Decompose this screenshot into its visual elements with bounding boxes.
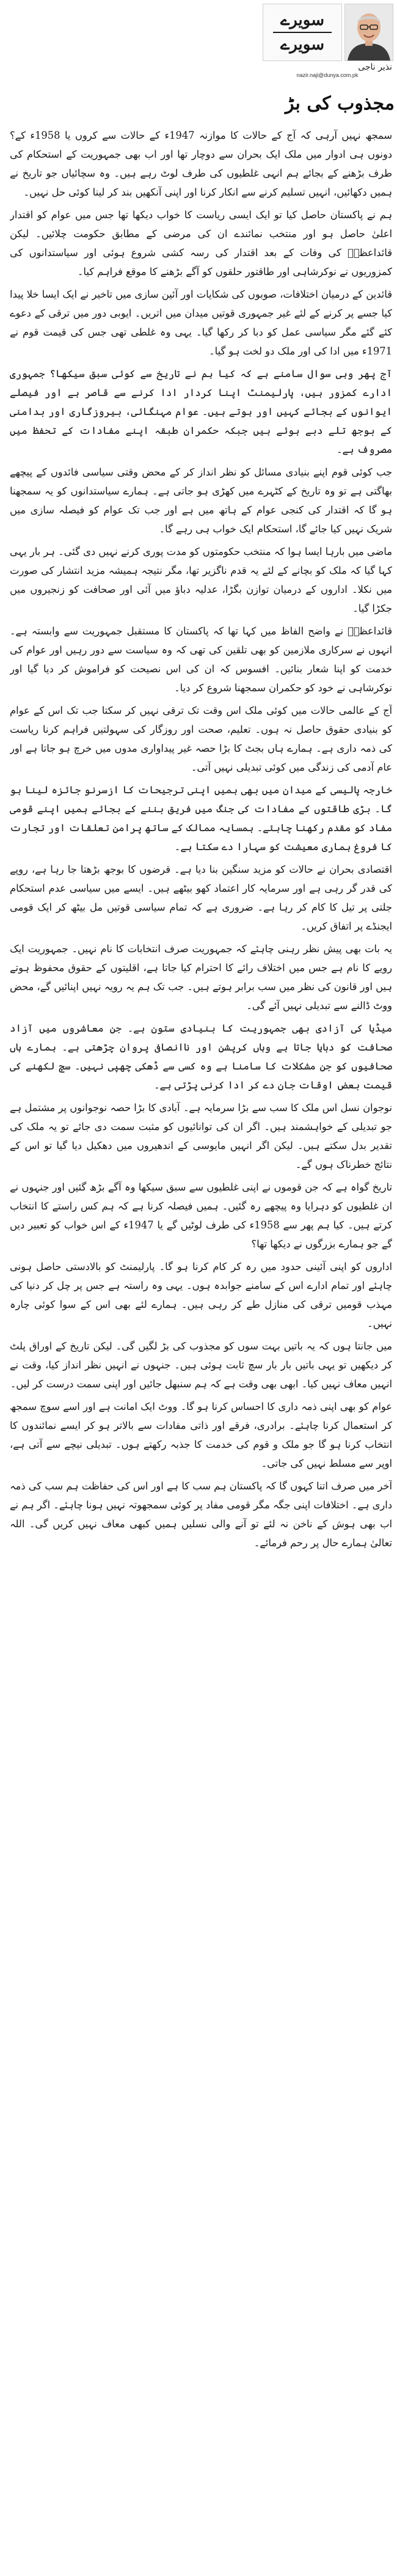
- column-logo: [263, 4, 342, 61]
- article-paragraph: اداروں کو اپنی آئینی حدود میں رہ کر کام کرنا ہو گا۔ پارلیمنٹ کو بالادستی حاصل ہونی چاہئے اور تمام ادارے اس کے سامنے جوابدہ ہوں۔ یہی وہ راستہ ہے جس پر چل کر دنیا کی مہذب قومیں ترقی کی منازل طے کر رہی ہیں۔ ہمارے لئے بھی اس کے سوا کوئی چارہ نہیں۔: [10, 1261, 392, 1329]
- article-paragraph: آج کے عالمی حالات میں کوئی ملک اس وقت تک ترقی نہیں کر سکتا جب تک اس کے عوام کو بنیادی حقوق حاصل نہ ہوں۔ تعلیم، صحت اور روزگار کی سہولتیں فراہم کرنا ریاست کی ذمہ داری ہے۔ ہمارے ہاں بجٹ کا بڑا حصہ غیر پیداواری مدوں میں خرچ ہو جاتا ہے اور عام آدمی کی زندگی میں کوئی تبدیلی نہیں آتی۔: [10, 705, 392, 773]
- column-logo-bottom: سویرے: [280, 35, 325, 54]
- logo-divider: [273, 32, 332, 33]
- column-headline: مجذوب کی بڑ: [285, 93, 395, 114]
- article-paragraph: سمجھ نہیں آرہی کہ آج کے حالات کا موازنہ 1947ء کے حالات سے کروں یا 1958ء کے؟ دونوں ہی ادوار میں ملک ایک بحران سے دوچار تھا اور اب بھی جمہوریت کے استحکام کی طرف بڑھنے کے بجائے ہم انہی غلطیوں کی طرف لوٹ رہے ہیں۔ وہ سچائیاں جو تاریخ نے ہمیں دکھائیں، انہیں تسلیم کرنے سے انکار کرنا اور اپنی آنکھیں بند کر لینا کوئی حل نہیں۔: [10, 130, 392, 198]
- article-paragraph: قائدین کے درمیان اختلافات، صوبوں کی شکایات اور آئین سازی میں تاخیر نے ایک ایسا خلا پیدا کیا جسے پر کرنے کے لئے غیر جمہوری قوتیں میدان میں اتریں۔ ایوبی دور میں ترقی کے دعوے کئے گئے مگر سیاسی عمل کو دبا کر رکھا گیا۔ یہی وہ غلطی تھی جس کی قیمت قوم نے 1971ء میں ادا کی اور ملک دو لخت ہو گیا۔: [10, 288, 392, 357]
- article-paragraph: قائداعظمؒ نے واضح الفاظ میں کہا تھا کہ پاکستان کا مستقبل جمہوریت سے وابستہ ہے۔ انہوں نے سرکاری ملازمین کو بھی تلقین کی تھی کہ وہ سیاست سے دور رہیں اور عوام کی خدمت کو اپنا شعار بنائیں۔ افسوس کہ ان کی اس نصیحت کو فراموش کر دیا گیا اور نوکرشاہی نے خود کو حکمران سمجھنا شروع کر دیا۔: [10, 625, 392, 694]
- article-paragraph: تاریخ گواہ ہے کہ جن قوموں نے اپنی غلطیوں سے سبق سیکھا وہ آگے بڑھ گئیں اور جنہوں نے ان غلطیوں کو دہرایا وہ پیچھے رہ گئیں۔ ہمیں فیصلہ کرنا ہے کہ ہم کس راستے کا انتخاب کرتے ہیں۔ کیا ہم پھر سے 1958ء کی طرف لوٹیں گے یا 1947ء کے اس خواب کو تعبیر دیں گے جو ہمارے بزرگوں نے دیکھا تھا؟: [10, 1181, 392, 1250]
- column-logo-top: سویرے: [280, 11, 325, 29]
- article-paragraph: یہ بات بھی پیش نظر رہنی چاہئے کہ جمہوریت صرف انتخابات کا نام نہیں۔ جمہوریت ایک رویے کا نام ہے جس میں اختلاف رائے کا احترام کیا جاتا ہے، اقلیتوں کے حقوق محفوظ ہوتے ہیں اور قانون کی نظر میں سب برابر ہوتے ہیں۔ جب تک ہم یہ رویہ نہیں اپنائیں گے، محض ووٹ ڈالنے سے تبدیلی نہیں آئے گی۔: [10, 943, 392, 1011]
- column-header: [263, 4, 393, 78]
- article-paragraph: ماضی میں بارہا ایسا ہوا کہ منتخب حکومتوں کو مدت پوری کرنے نہیں دی گئی۔ ہر بار یہی کہا گیا کہ ملک کو بچانے کے لئے یہ قدم ناگزیر تھا، مگر نتیجہ ہمیشہ مزید انتشار کی صورت میں نکلا۔ اداروں کے درمیان توازن بگڑا، عدلیہ دباؤ میں آئی اور صحافت کو زنجیروں میں جکڑا گیا۔: [10, 546, 392, 614]
- article-paragraph: اقتصادی بحران نے حالات کو مزید سنگین بنا دیا ہے۔ قرضوں کا بوجھ بڑھتا جا رہا ہے، روپے کی قدر گر رہی ہے اور سرمایہ کار اعتماد کھو بیٹھے ہیں۔ ایسے میں سیاسی عدم استحکام جلتی پر تیل کا کام کر رہا ہے۔ ضروری ہے کہ تمام سیاسی قوتیں مل بیٹھ کر ایک قومی ایجنڈے پر اتفاق کریں۔: [10, 864, 392, 932]
- article-paragraph: نوجوان نسل اس ملک کا سب سے بڑا سرمایہ ہے۔ آبادی کا بڑا حصہ نوجوانوں پر مشتمل ہے جو تبدیلی کے خواہشمند ہیں۔ اگر ان کی توانائیوں کو مثبت سمت دی جائے تو یہ ملک کی تقدیر بدل سکتے ہیں۔ لیکن اگر انہیں مایوسی کے اندھیروں میں دھکیل دیا گیا تو اس کے نتائج خطرناک ہوں گے۔: [10, 1102, 392, 1170]
- article-paragraph: خارجہ پالیسی کے میدان میں بھی ہمیں اپنی ترجیحات کا ازسرنو جائزہ لینا ہو گا۔ بڑی طاقتوں کے مفادات کی جنگ میں فریق بننے کے بجائے ہمیں اپنے قومی مفاد کو مقدم رکھنا چاہئے۔ ہمسایہ ممالک کے ساتھ پرامن تعلقات اور تجارت کا فروغ ہماری معیشت کو سہارا دے سکتا ہے۔: [10, 784, 392, 853]
- author-email: nazir.naji@dunya.com.pk: [296, 72, 359, 78]
- article-paragraph: آج پھر وہی سوال سامنے ہے کہ کیا ہم نے تاریخ سے کوئی سبق سیکھا؟ جمہوری ادارے کمزور ہیں، پارلیمنٹ اپنا کردار ادا کرنے سے قاصر ہے اور فیصلے ایوانوں کے بجائے کہیں اور ہوتے ہیں۔ عوام مہنگائی، بیروزگاری اور بدامنی کے بوجھ تلے دبے ہوئے ہیں جبکہ حکمران طبقہ اپنے مفادات کے تحفظ میں مصروف ہے۔: [10, 368, 392, 455]
- author-name: نذیر ناجی: [358, 62, 392, 72]
- article-paragraph: جب کوئی قوم اپنے بنیادی مسائل کو نظر انداز کر کے محض وقتی سیاسی فائدوں کے پیچھے بھاگتی ہے تو وہ تاریخ کے کٹہرے میں کھڑی ہو جاتی ہے۔ ہمارے سیاستدانوں کو یہ سمجھنا ہو گا کہ اقتدار کی کنجی عوام کے ہاتھ میں ہے اور جب تک عوام کو فیصلہ سازی میں شریک نہیں کیا جائے گا، استحکام ایک خواب ہی رہے گا۔: [10, 466, 392, 535]
- article-body: [10, 126, 392, 2567]
- author-photo: [344, 4, 393, 61]
- article-paragraph: آخر میں صرف اتنا کہوں گا کہ پاکستان ہم سب کا ہے اور اس کی حفاظت ہم سب کی ذمہ داری ہے۔ اختلافات اپنی جگہ مگر قومی مفاد پر کوئی سمجھوتہ نہیں ہونا چاہئے۔ اگر ہم نے اب بھی ہوش کے ناخن نہ لئے تو آنے والی نسلیں ہمیں کبھی معاف نہیں کریں گی۔ اللہ تعالیٰ ہمارے حال پر رحم فرمائے۔: [10, 1480, 392, 1549]
- author-portrait-icon: [345, 4, 393, 61]
- article-paragraph: میڈیا کی آزادی بھی جمہوریت کا بنیادی ستون ہے۔ جن معاشروں میں آزاد صحافت کو دبایا جاتا ہے وہاں کرپشن اور ناانصافی پروان چڑھتی ہے۔ ہمارے ہاں صحافیوں کو جن مشکلات کا سامنا ہے وہ کسی سے ڈھکی چھپی نہیں۔ سچ لکھنے کی قیمت بعض اوقات جان دے کر ادا کرنی پڑتی ہے۔: [10, 1022, 392, 1091]
- article-paragraph: میں جانتا ہوں کہ یہ باتیں بہت سوں کو مجذوب کی بڑ لگیں گی۔ لیکن تاریخ کے اوراق پلٹ کر دیکھیں تو یہی باتیں بار بار سچ ثابت ہوئی ہیں۔ جنہوں نے انہیں نظر انداز کیا، وقت نے انہیں معاف نہیں کیا۔ ابھی بھی وقت ہے کہ ہم سنبھل جائیں اور اپنی سمت درست کر لیں۔: [10, 1340, 392, 1390]
- article-paragraph: عوام کو بھی اپنی ذمہ داری کا احساس کرنا ہو گا۔ ووٹ ایک امانت ہے اور اسے سوچ سمجھ کر استعمال کرنا چاہئے۔ برادری، فرقے اور ذاتی مفادات سے بالاتر ہو کر ایسے نمائندوں کا انتخاب کرنا ہو گا جو ملک و قوم کی خدمت کا جذبہ رکھتے ہوں۔ تبدیلی نیچے سے آتی ہے، اوپر سے مسلط نہیں کی جاتی۔: [10, 1401, 392, 1469]
- article-paragraph: ہم نے پاکستان حاصل کیا تو ایک ایسی ریاست کا خواب دیکھا تھا جس میں عوام کو اقتدار اعلیٰ حاصل ہو اور منتخب نمائندے ان کی مرضی کے مطابق حکومت چلائیں۔ لیکن قائداعظمؒ کی وفات کے بعد اقتدار کی رسہ کشی شروع ہوئی اور سیاستدانوں کی کمزوریوں نے نوکرشاہی اور طاقتور حلقوں کو آگے بڑھنے کا موقع فراہم کیا۔: [10, 209, 392, 277]
